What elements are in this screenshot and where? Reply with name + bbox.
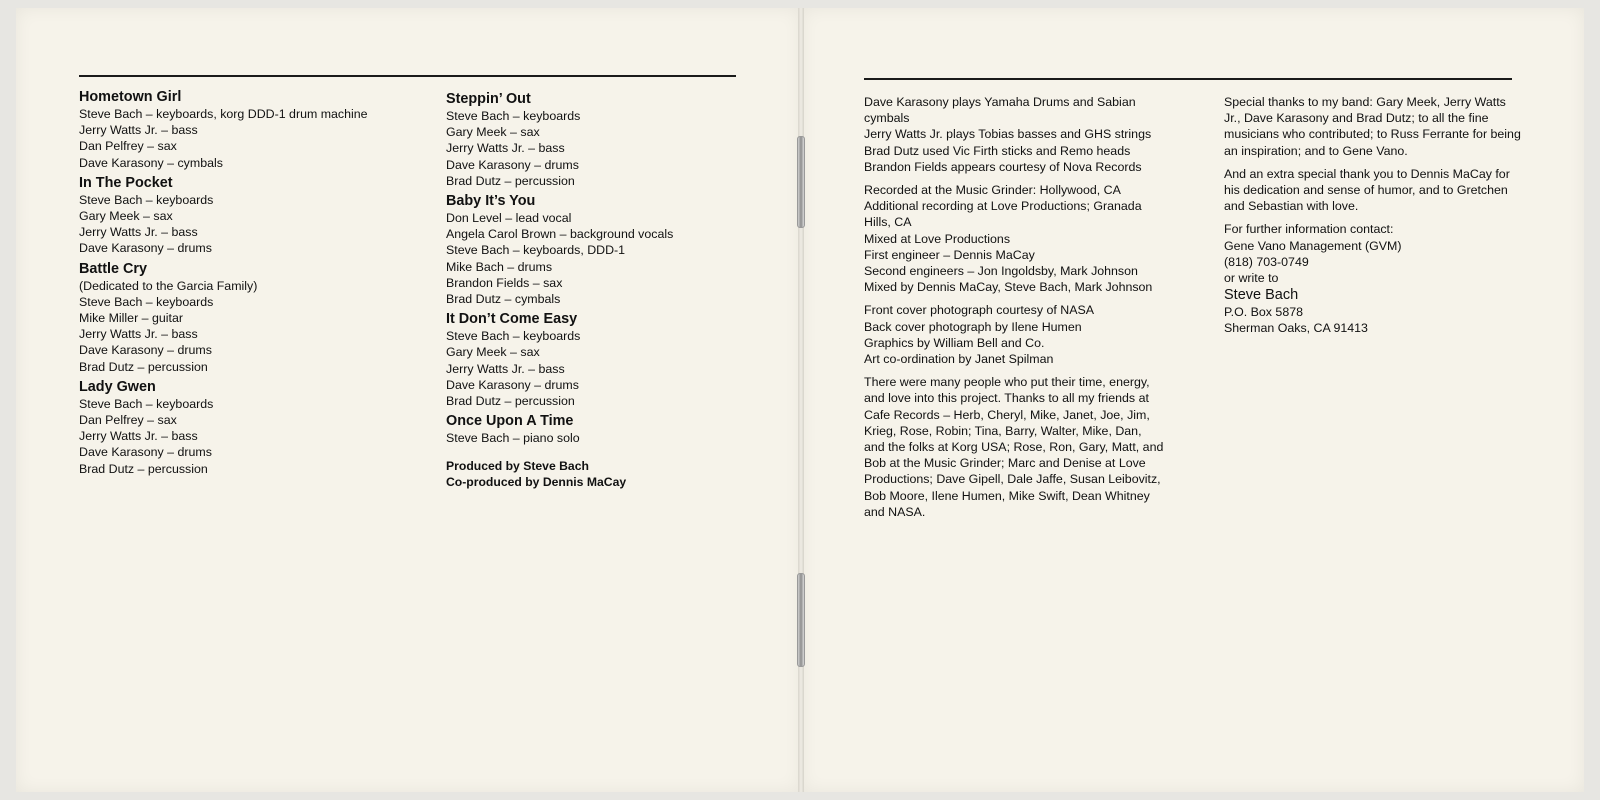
po-box: P.O. Box 5878 xyxy=(1224,305,1303,320)
equipment-notes xyxy=(864,94,1164,175)
song-title: Once Upon A Time xyxy=(446,413,574,430)
credit-line: Steve Bach – keyboards xyxy=(446,109,581,123)
management-name: Gene Vano Management (GVM) xyxy=(1224,238,1402,253)
city-address: Sherman Oaks, CA 91413 xyxy=(1224,321,1368,336)
credit-line: Brad Dutz – percussion xyxy=(79,359,208,374)
credit-line: Steve Bach – keyboards, korg DDD-1 drum machine xyxy=(79,107,368,121)
credit-line: Don Level – lead vocal xyxy=(446,211,572,226)
note-line: Recorded at the Music Grinder: Hollywood, CA xyxy=(864,183,1121,198)
credit-line: Steve Bach – keyboards, DDD-1 xyxy=(446,243,626,258)
phone-number: (818) 703-0749 xyxy=(1224,254,1309,269)
credit-line: Mike Bach – drums xyxy=(446,259,553,274)
note-line: Graphics by William Bell and Co. xyxy=(864,335,1045,350)
booklet-spine xyxy=(798,8,804,792)
credit-line: Steve Bach – piano solo xyxy=(446,431,580,446)
note-line: Brandon Fields appears courtesy of Nova Records xyxy=(864,159,1142,174)
extra-thanks: And an extra special thank you to Dennis MaCay for his dedication and sense of humor, and to Gretchen and Sebastian with love. xyxy=(1224,166,1510,214)
song-dedication: (Dedicated to the Garcia Family) xyxy=(79,278,258,293)
song-title: Baby It’s You xyxy=(446,193,536,210)
liner-notes-column-3 xyxy=(864,94,1164,527)
note-line: Art co-ordination by Janet Spilman xyxy=(864,352,1054,367)
right-header-rule xyxy=(864,78,1512,80)
coproduced-by: Co-produced by Dennis MaCay xyxy=(446,475,627,490)
note-line: Dave Karasony plays Yamaha Drums and Sabian cymbals xyxy=(864,95,1136,126)
credit-line: Gary Meek – sax xyxy=(446,345,540,360)
credit-line: Dan Pelfrey – sax xyxy=(79,139,177,154)
thank-you-paragraph xyxy=(864,374,1164,520)
song-block xyxy=(446,193,746,307)
credit-line: Brad Dutz – percussion xyxy=(79,461,208,476)
song-title: In The Pocket xyxy=(79,174,173,191)
credit-line: Mike Miller – guitar xyxy=(79,311,183,326)
note-line: Second engineers – Jon Ingoldsby, Mark Johnson xyxy=(864,264,1138,279)
credit-line: Steve Bach – keyboards xyxy=(79,396,214,411)
credit-line: Brad Dutz – percussion xyxy=(446,394,575,409)
credit-line: Dave Karasony – drums xyxy=(446,377,579,392)
credit-line: Jerry Watts Jr. – bass xyxy=(79,327,198,342)
credit-line: Jerry Watts Jr. – bass xyxy=(446,361,565,376)
write-to-label: or write to xyxy=(1224,271,1279,286)
left-header-rule xyxy=(79,75,736,77)
production-credits xyxy=(446,458,746,490)
credit-line: Angela Carol Brown – background vocals xyxy=(446,227,674,242)
credit-line: Steve Bach – keyboards xyxy=(79,294,214,309)
note-line: Brad Dutz used Vic Firth sticks and Remo heads xyxy=(864,143,1131,158)
song-title: Battle Cry xyxy=(79,260,147,277)
credit-line: Brad Dutz – percussion xyxy=(446,173,575,188)
track-credits-column-1 xyxy=(79,89,379,481)
note-line: Additional recording at Love Productions; Granada Hills, CA xyxy=(864,199,1142,230)
credit-line: Gary Meek – sax xyxy=(446,125,540,140)
credit-line: Dave Karasony – drums xyxy=(79,445,212,460)
song-title: Lady Gwen xyxy=(79,378,156,395)
note-line: Front cover photograph courtesy of NASA xyxy=(864,303,1095,318)
credit-line: Jerry Watts Jr. – bass xyxy=(79,123,198,138)
special-thanks: Special thanks to my band: Gary Meek, Jerry Watts Jr., Dave Karasony and Brad Dutz; to all the fine musicians who contributed; to Russ Ferrante for being an inspiration; and to Gene Vano. xyxy=(1224,95,1521,158)
song-block xyxy=(446,91,746,189)
art-credits xyxy=(864,302,1164,367)
liner-notes-column-4 xyxy=(1224,94,1524,344)
credit-line: Dave Karasony – drums xyxy=(79,343,212,358)
credit-line: Brandon Fields – sax xyxy=(446,275,563,290)
credit-line: Gary Meek – sax xyxy=(79,209,173,224)
song-title: It Don’t Come Easy xyxy=(446,311,578,328)
staple-top xyxy=(797,136,805,228)
track-credits-column-2 xyxy=(446,91,746,490)
credit-line: Steve Bach – keyboards xyxy=(79,192,214,207)
note-line: Jerry Watts Jr. plays Tobias basses and GHS strings xyxy=(864,127,1152,142)
credit-line: Jerry Watts Jr. – bass xyxy=(79,429,198,444)
credit-line: Jerry Watts Jr. – bass xyxy=(79,225,198,240)
song-title: Steppin’ Out xyxy=(446,91,531,107)
note-line: First engineer – Dennis MaCay xyxy=(864,247,1035,262)
note-line: Mixed by Dennis MaCay, Steve Bach, Mark Johnson xyxy=(864,280,1153,295)
song-title: Hometown Girl xyxy=(79,89,182,105)
song-block xyxy=(446,413,746,446)
song-block xyxy=(79,379,379,477)
song-block xyxy=(79,175,379,257)
credit-line: Brad Dutz – cymbals xyxy=(446,292,561,307)
recording-notes xyxy=(864,182,1164,295)
contact-name: Steve Bach xyxy=(1224,287,1299,304)
note-line: There were many people who put their time, energy, and love into this project. Thanks to all my friends at Cafe Records – Herb, Cheryl, Mike, Janet, Joe, Jim, Krieg, Rose, Robin; Tina, Barry, Walter, Mike, Dan, and the folks at Korg USA; Rose, Ron, Gary, Matt, and Bob at the Music Grinder; Marc and Denise at Love Productions; Dave Gipell, Dale Jaffe, Susan Leibovitz, Bob Moore, Ilene Humen, Mike Swift, Dean Whitney and NASA. xyxy=(864,375,1164,519)
contact-block xyxy=(1224,221,1524,336)
song-block xyxy=(446,311,746,409)
credit-line: Dave Karasony – drums xyxy=(446,157,579,172)
note-line: Back cover photograph by Ilene Humen xyxy=(864,319,1082,334)
credit-line: Dan Pelfrey – sax xyxy=(79,413,177,428)
note-line: Mixed at Love Productions xyxy=(864,231,1011,246)
song-block xyxy=(79,261,379,375)
staple-bottom xyxy=(797,573,805,667)
credit-line: Dave Karasony – drums xyxy=(79,241,212,256)
produced-by: Produced by Steve Bach xyxy=(446,459,589,474)
credit-line: Jerry Watts Jr. – bass xyxy=(446,141,565,156)
contact-intro: For further information contact: xyxy=(1224,222,1394,237)
credit-line: Dave Karasony – cymbals xyxy=(79,155,223,170)
song-block xyxy=(79,89,379,171)
credit-line: Steve Bach – keyboards xyxy=(446,329,581,344)
